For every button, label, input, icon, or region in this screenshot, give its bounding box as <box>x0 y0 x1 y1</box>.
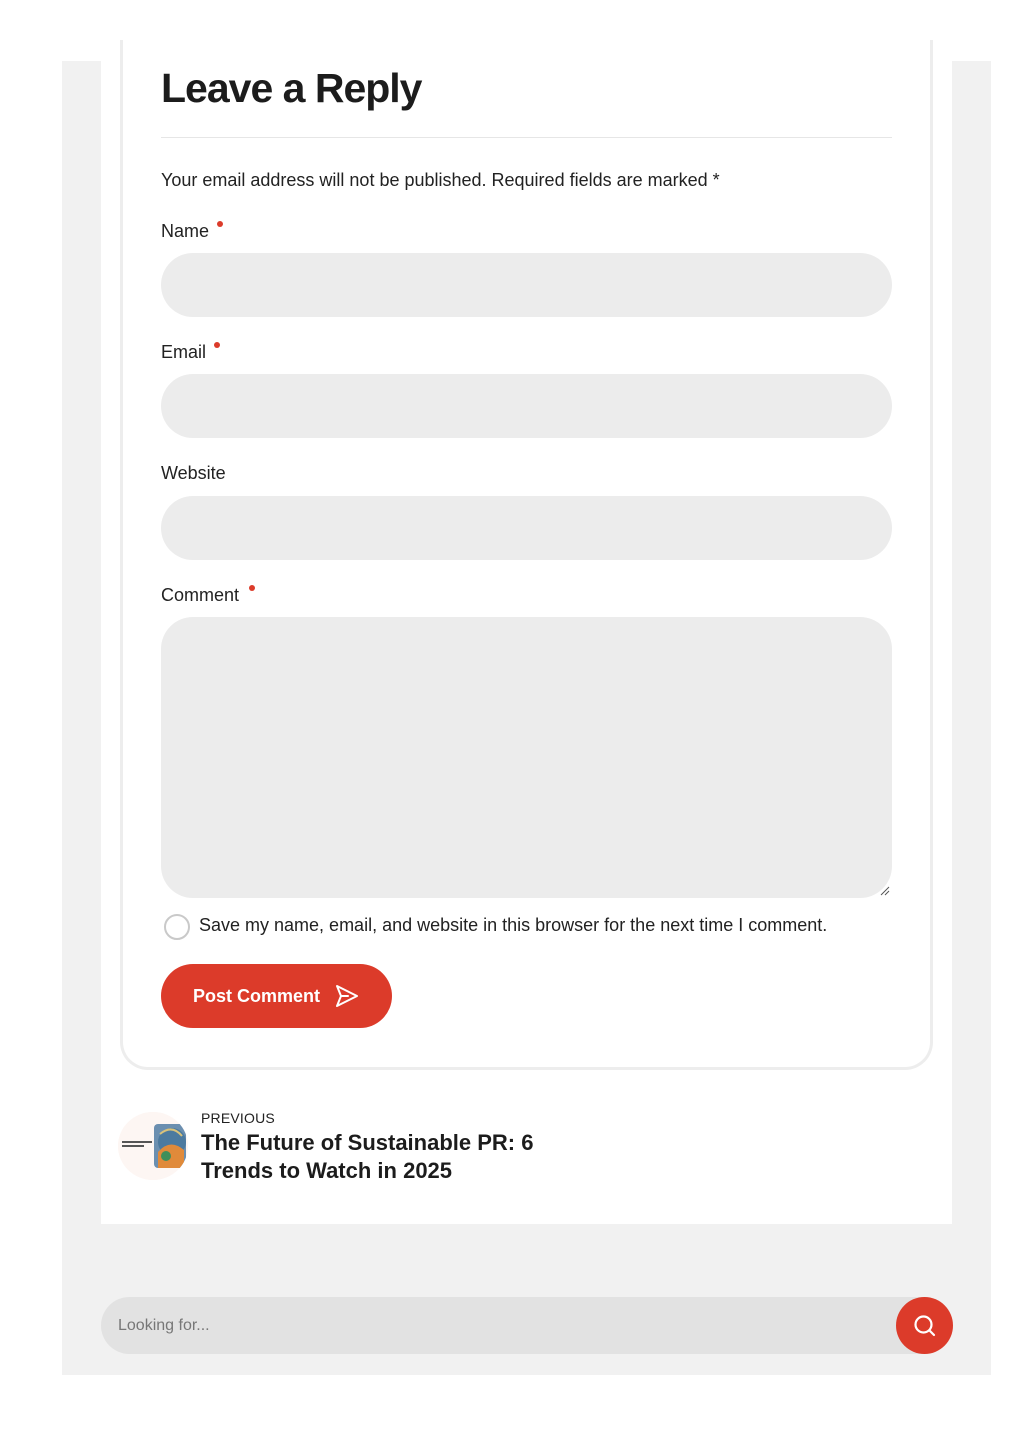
comment-notes: Your email address will not be published. Required fields are marked * <box>161 170 720 190</box>
save-info-checkbox[interactable] <box>164 914 190 940</box>
required-indicator <box>249 585 255 591</box>
search-input[interactable] <box>101 1297 901 1354</box>
post-comment-label: Post Comment <box>192 985 320 1006</box>
previous-post-kicker: PREVIOUS <box>201 1110 275 1126</box>
name-input[interactable] <box>161 253 892 317</box>
name-label: Name <box>161 221 210 241</box>
email-label: Email <box>161 342 207 362</box>
title-divider <box>161 137 892 138</box>
required-indicator <box>214 342 220 348</box>
previous-post-thumbnail[interactable] <box>118 1112 188 1180</box>
resize-handle-icon[interactable] <box>878 884 890 896</box>
search-button[interactable] <box>896 1297 953 1354</box>
comment-textarea[interactable] <box>161 617 892 898</box>
previous-post-link[interactable]: The Future of Sustainable PR: 6 Trends to Watch in 2025 <box>201 1130 534 1183</box>
search-icon <box>912 1313 938 1339</box>
required-indicator <box>217 221 223 227</box>
save-info-label[interactable]: Save my name, email, and website in this browser for the next time I comment. <box>199 915 828 935</box>
search-bar <box>101 1297 952 1354</box>
website-input[interactable] <box>161 496 892 560</box>
send-icon <box>334 983 360 1009</box>
post-comment-button[interactable] <box>161 964 392 1028</box>
reply-title: Leave a Reply <box>161 65 422 111</box>
email-input[interactable] <box>161 374 892 438</box>
article-thumbnail-icon <box>118 1112 188 1180</box>
website-label: Website <box>161 463 226 483</box>
comment-label: Comment <box>161 585 240 605</box>
